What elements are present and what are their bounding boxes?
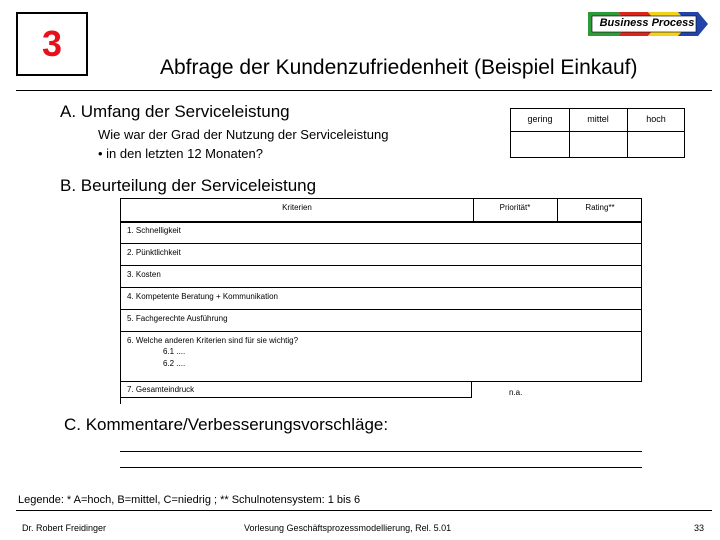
comment-line-1[interactable]	[120, 451, 642, 452]
section-c-heading: C. Kommentare/Verbesserungsvorschläge:	[64, 415, 389, 434]
footer-lecture: Vorlesung Geschäftsprozessmodellierung, Rel. 5.01	[244, 523, 452, 533]
usage-scale-table	[510, 108, 685, 158]
criteria-sub-item: 6.1 ....	[163, 347, 186, 356]
business-process-logo	[588, 10, 710, 38]
priority-column-header: Priorität*	[499, 203, 531, 212]
criteria-table-header	[120, 198, 642, 222]
criteria-row-label: 4. Kompetente Beratung + Kommunikation	[127, 292, 278, 301]
criteria-sub-item: 6.2 ....	[163, 359, 186, 368]
criteria-column-header: Kriterien	[282, 203, 312, 212]
comment-line-2[interactable]	[120, 467, 642, 468]
criteria-row	[120, 266, 642, 288]
rating-column-header: Rating**	[585, 203, 615, 212]
criteria-row	[120, 288, 642, 310]
footer-page-number: 33	[694, 523, 705, 533]
criteria-row-other	[120, 332, 642, 382]
criteria-row-label: 3. Kosten	[127, 270, 161, 279]
page-title: Abfrage der Kundenzufriedenheit (Beispiel Einkauf)	[160, 56, 638, 79]
usage-scale-cell-low[interactable]	[511, 132, 569, 157]
usage-scale-cell-high[interactable]	[627, 132, 685, 157]
business-process-label: Business Process	[599, 17, 695, 29]
usage-scale-medium: mittel	[587, 114, 609, 124]
criteria-row-label: 5. Fachgerechte Ausführung	[127, 314, 228, 323]
usage-scale-low: gering	[527, 114, 553, 124]
section-a-question: Wie war der Grad der Nutzung der Serviceleistung	[98, 127, 389, 142]
criteria-row-label: 2. Pünktlichkeit	[127, 248, 181, 257]
section-a-heading: A. Umfang der Serviceleistung	[60, 102, 290, 121]
criteria-row	[120, 310, 642, 332]
section-b-heading: B. Beurteilung der Serviceleistung	[60, 176, 317, 195]
usage-scale-high: hoch	[646, 114, 666, 124]
chapter-number: 3	[41, 23, 63, 64]
footer-divider	[16, 510, 712, 511]
footer-author: Dr. Robert Freidinger	[22, 523, 107, 533]
criteria-row-label: 7. Gesamteindruck	[127, 385, 195, 394]
criteria-row	[120, 244, 642, 266]
legend-text: Legende: * A=hoch, B=mittel, C=niedrig ; ** Schulnotensystem: 1 bis 6	[18, 494, 361, 506]
usage-scale-cell-medium[interactable]	[569, 132, 627, 157]
criteria-row-label: 1. Schnelligkeit	[127, 226, 181, 235]
overall-priority-value: n.a.	[509, 388, 523, 397]
criteria-row	[120, 222, 642, 244]
chapter-number-box	[16, 12, 88, 76]
section-a-question-bullet: • in den letzten 12 Monaten?	[98, 146, 264, 161]
title-divider	[16, 90, 712, 91]
criteria-row-label: 6. Welche anderen Kriterien sind für sie wichtig?	[127, 336, 299, 345]
criteria-row-overall	[120, 382, 472, 398]
